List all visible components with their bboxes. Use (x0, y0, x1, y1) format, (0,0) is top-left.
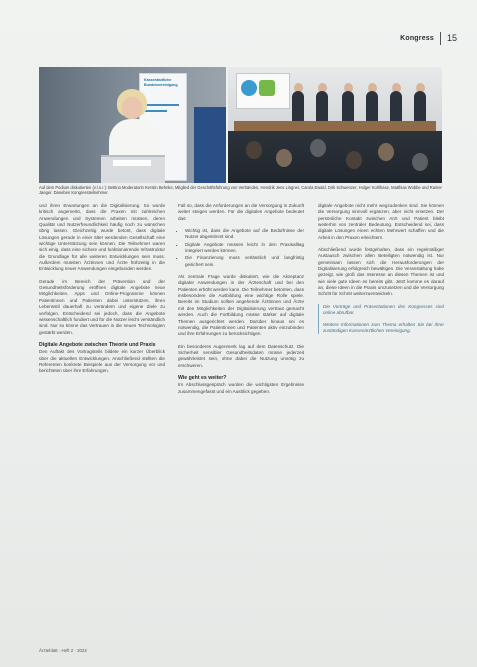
list-item: • Die Finanzierung muss verlässlich und langfristig gesichert sein. (185, 255, 304, 268)
audience-member (246, 141, 262, 159)
page-header (400, 30, 457, 46)
panel-table (234, 121, 436, 131)
banner-text: Kassenärztliche Bundesvereinigung (144, 78, 178, 87)
banner-stripe (145, 104, 179, 106)
banner-stripe (145, 110, 167, 112)
info-note (318, 304, 444, 334)
page-footer: Ärzteblatt · Heft 2 · 2022 (39, 648, 87, 653)
panelist (390, 91, 402, 121)
projection-screen (236, 73, 290, 109)
panel-discussion-photo (228, 67, 442, 183)
panelist (342, 91, 354, 121)
lectern-nameplate (113, 160, 151, 166)
audience (228, 131, 442, 183)
subheading: Digitale Angebote zwischen Theorie und Praxis (39, 341, 156, 348)
bullet-list (178, 228, 304, 268)
panelist (316, 91, 328, 121)
paragraph: Gerade im Bereich der Prävention und der Gesundheitsförderung eröffnen digitale Angebote neue Möglichkeiten. Apps und Online-Programme können Patientinnen und Patienten dabei unterstützen, ihren Lebensstil dauerhaft zu verändern und eigene Ziele zu verfolgen. Entscheidend sei jedoch, dass die Angebote wissenschaftlich fundiert und für die Nutzer leicht verständlich sind. Nur so könne das Vertrauen in die neuen Technologien gestärkt werden. (39, 278, 165, 335)
panelist (292, 91, 304, 121)
audience-member (412, 153, 428, 171)
text-column-2 (178, 203, 304, 401)
speaker-face (122, 97, 142, 119)
note-text: Die Vorträge und Präsentationen des Kongresses sind online abrufbar. (323, 303, 444, 316)
text-column-3 (318, 203, 444, 340)
paragraph: Fall so, dass die Anforderungen an die Versorgung in Zukunft weiter steigen werden. Für die digitalen Angebote bedeutet das: (178, 203, 304, 221)
speaker-photo (39, 67, 226, 183)
section-title: Kongress (400, 34, 434, 42)
audience-member (346, 151, 362, 169)
audience-member (276, 149, 292, 167)
subheading: Wie geht es weiter? (178, 374, 227, 381)
audience-member (378, 143, 394, 161)
screen-logo-icon (259, 80, 275, 96)
paragraph: Den Auftakt des Vortragsteils bildete ein kurzer Überblick über die aktuellen Entwicklungen. Anschließend stellten die Referenten konkrete Beispiele aus der Versorgung vor und berichteten über ihre Erfahrungen. (39, 349, 165, 374)
text-column-1 (39, 203, 165, 381)
paragraph: Abschließend wurde festgehalten, dass ein regelmäßiger Austausch zwischen allen Beteiligten notwendig ist. Nur gemeinsam lassen sich die Herausforderungen der Digitalisierung erfolgreich bewältigen. Die Veranstaltung habe gezeigt, wie groß das Interesse an diesen Themen ist und wie viele gute Ideen es bereits gibt. Jetzt komme es darauf an, diese Ideen in die Praxis umzusetzen und die Versorgung Schritt für Schritt weiterzuentwickeln. (318, 247, 444, 297)
list-item: • Wichtig ist, dass die Angebote auf die Bedürfnisse der Nutzer abgestimmt sind. (185, 228, 304, 241)
header-divider (440, 32, 441, 45)
list-item: • Digitale Angebote müssen leicht in den Praxisalltag integriert werden können. (185, 242, 304, 255)
page-number: 15 (446, 33, 457, 43)
paragraph: und ihren Erwartungen an die Digitalisierung. So wurde kritisch angemerkt, dass die Praxen mit zahlreichen Anwendungen und Systemen arbeiten müssen, deren Qualität und Nutzerfreundlichkeit häufig noch zu wünschen übrig lassen. Gleichzeitig wurde betont, dass digitale Lösungen gerade in einer älter werdenden Gesellschaft eine wichtige Unterstützung sein können. Die Teilnehmer waren sich einig, dass eine sichere und funktionierende Infrastruktur die Grundlage für alle weiteren Entwicklungen sein muss. Außerdem müssten Ärztinnen und Ärzte frühzeitig in die Entwicklung neuer Anwendungen eingebunden werden. (39, 203, 165, 272)
photo-caption: Auf dem Podium diskutierten (v.l.n.r.): Bettina Moderatorin Kerstin Behnke, Mitglied der Geschäftsführung von Verbänden, Hendrik Jens Lingner, Carola Ewald, Dirk Schwenzer, Holger Kohlhase, Matthias Wobbe und Rainer Jaeger. Daneben Kongressteilnehmer. (39, 185, 442, 196)
paragraph: Im Abschlussgespräch wurden die wichtigsten Ergebnisse zusammengefasst und ein Ausblick gegeben. (178, 382, 304, 394)
blue-backdrop (194, 107, 226, 183)
note-text: Weitere Informationen zum Thema erhalten Sie bei Ihrer zuständigen Kassenärztlichen Vereinigung. (323, 321, 444, 333)
screen-logo-icon (241, 80, 257, 96)
audience-member (310, 139, 326, 157)
paragraph: Als zentrale Frage wurde diskutiert, wie die Akzeptanz digitaler Anwendungen in der Ärzteschaft und bei den Patienten erhöht werden kann. Die Teilnehmer betonten, dass insbesondere die Ausbildung eine wichtige Rolle spiele. Bereits im Studium sollten angehende Ärztinnen und Ärzte mit den Möglichkeiten der Digitalisierung vertraut gemacht werden. Auch die Fortbildung müsse stärker auf digitale Themen ausgerichtet werden. Darüber hinaus sei es notwendig, die Patientinnen und Patienten aktiv einzubinden und ihre Erfahrungen zu berücksichtigen. (178, 274, 304, 337)
panelist (414, 91, 426, 121)
paragraph: digitale Angebote nicht mehr wegzudenken sind. Sie können die Versorgung sinnvoll ergänzen, aber nicht ersetzen. Der persönliche Kontakt zwischen Arzt und Patient bleibt weiterhin von zentraler Bedeutung. Entscheidend sei, dass digitale Lösungen einen echten Mehrwert schaffen und die Arbeit in den Praxen erleichtern. (318, 203, 444, 240)
panelist (366, 91, 378, 121)
paragraph: Ein besonderes Augenmerk lag auf dem Datenschutz. Die Sicherheit sensibler Gesundheitsdaten müsse jederzeit gewährleistet sein, ohne dabei die Nutzung unnötig zu erschweren. (178, 343, 304, 368)
